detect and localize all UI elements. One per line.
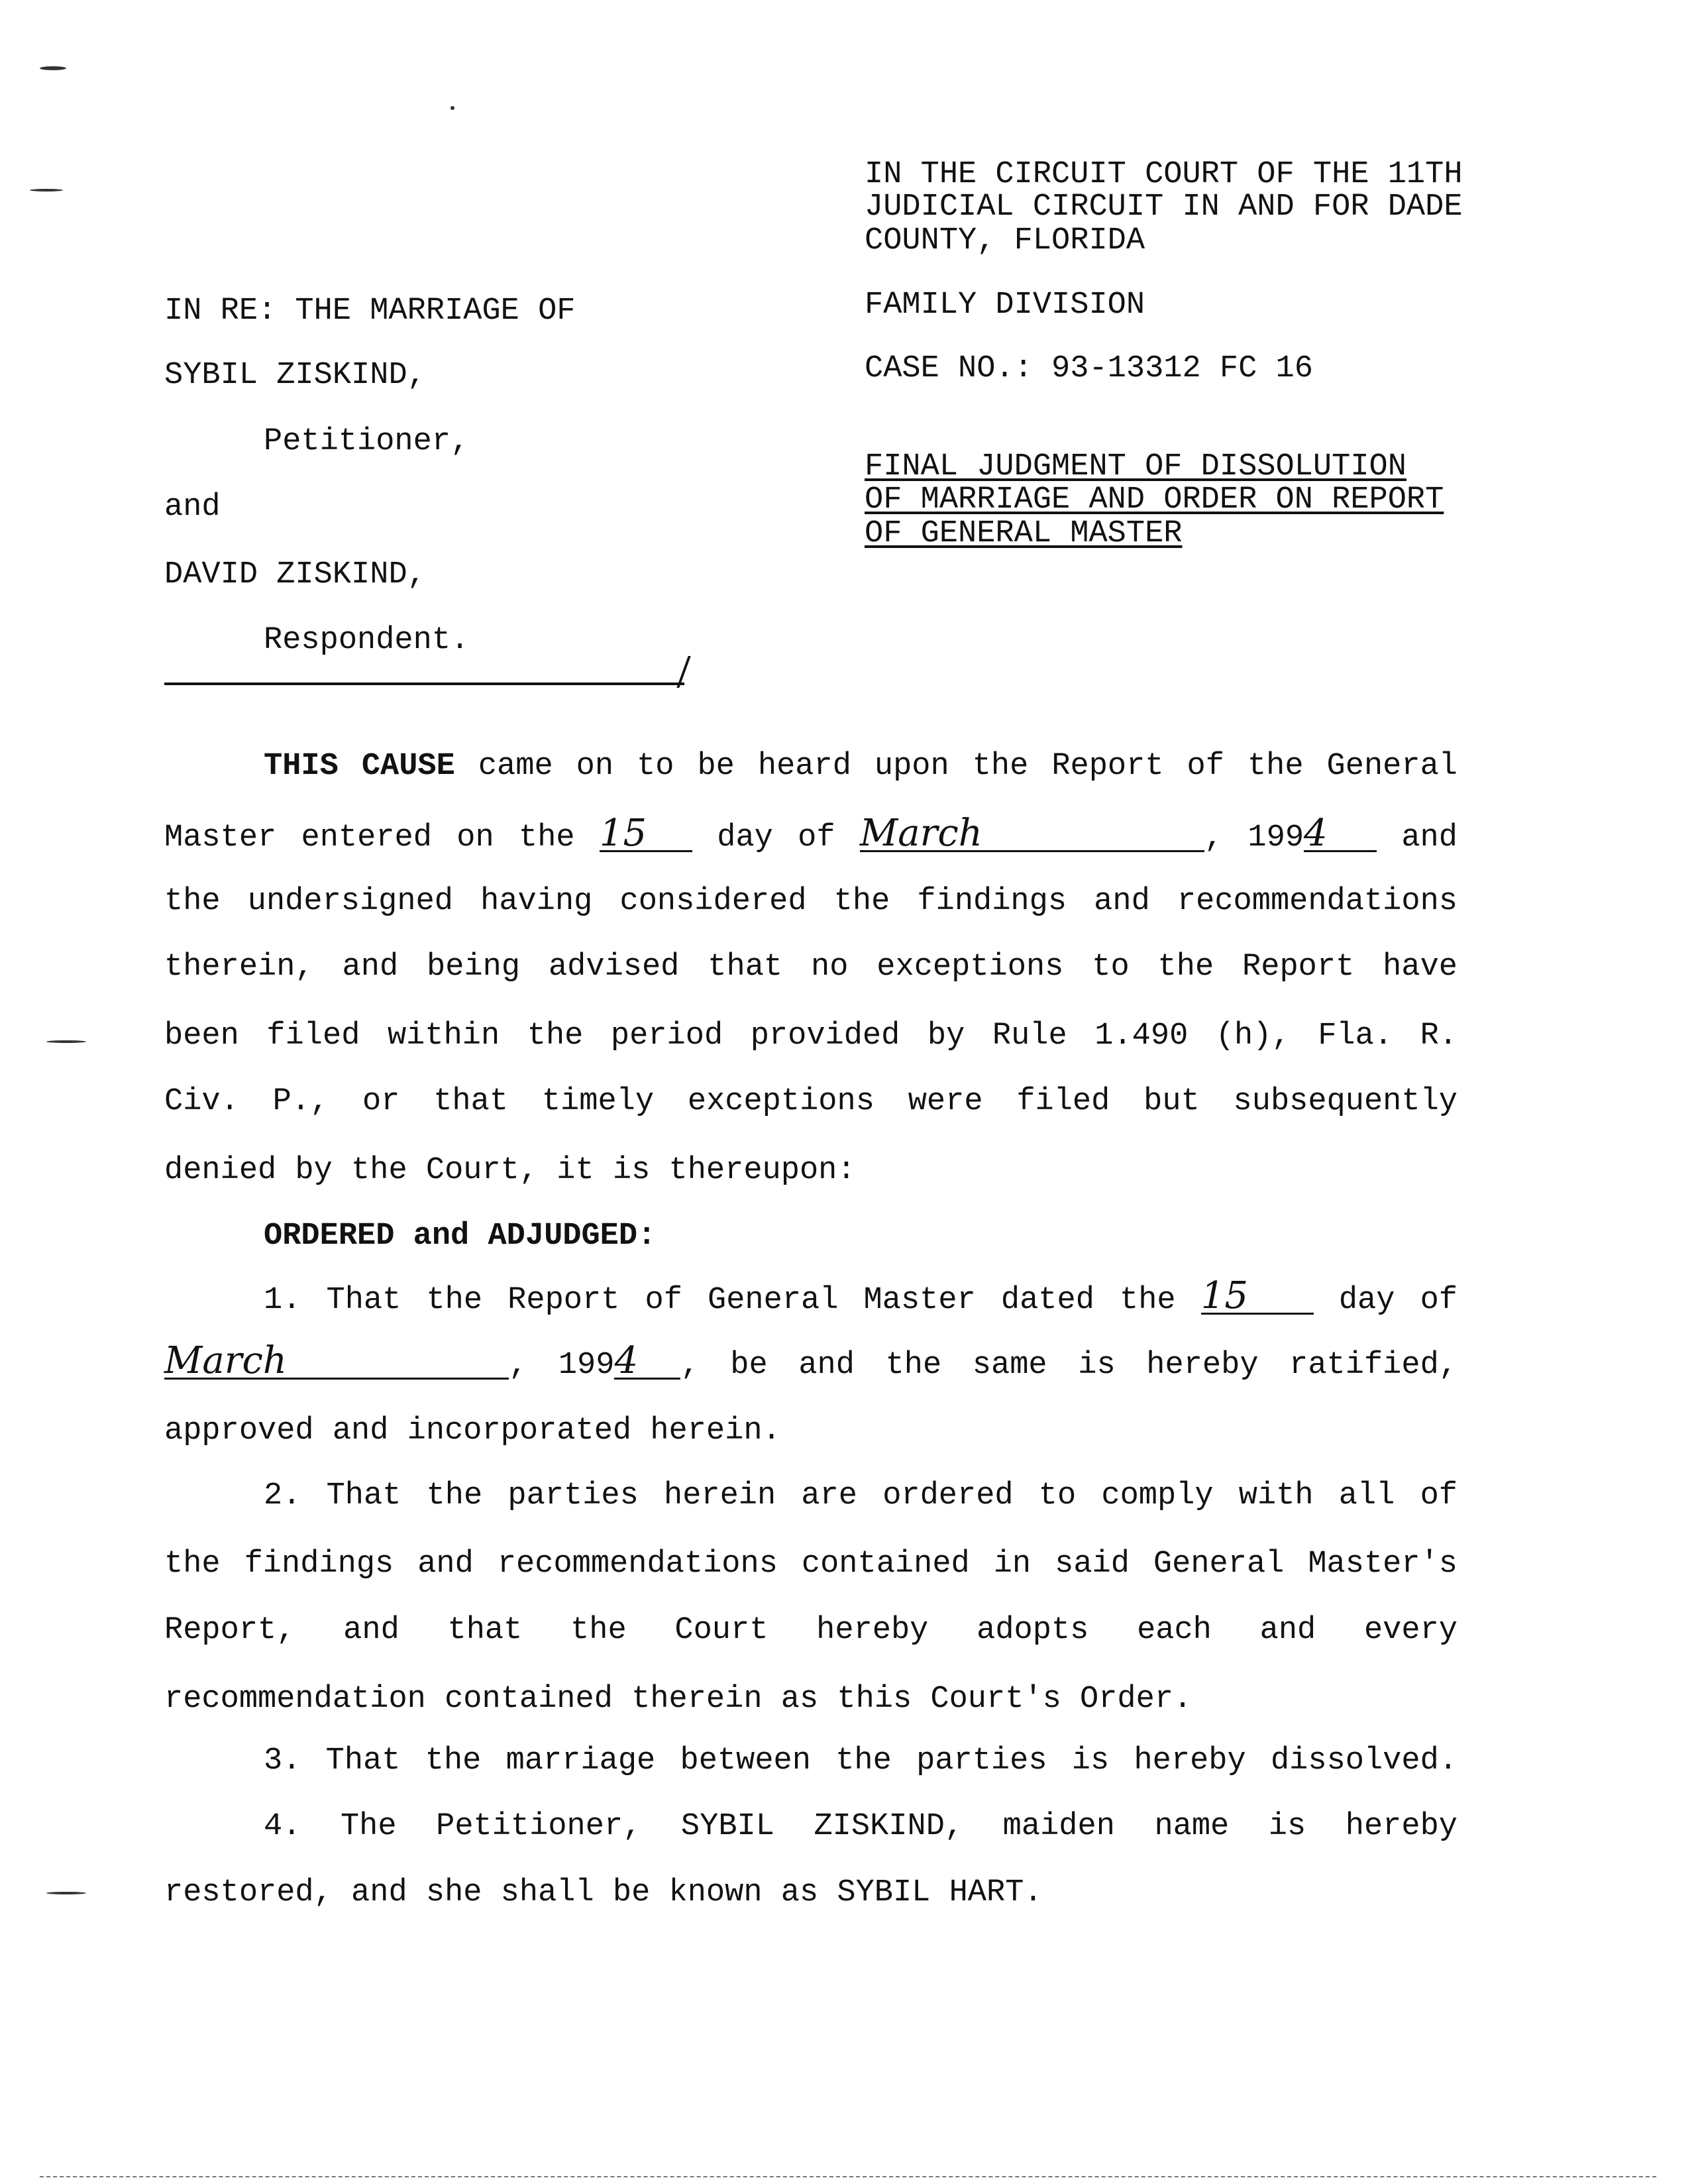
scan-speck — [46, 1892, 86, 1894]
body-line — [264, 748, 1458, 785]
division: FAMILY DIVISION — [865, 288, 1145, 323]
body-line: the findings and recommendations contained in said General Master's — [164, 1547, 1458, 1582]
body-line — [264, 1274, 1458, 1319]
scan-speck — [450, 106, 454, 110]
respondent-name: DAVID ZISKIND, — [164, 557, 426, 592]
respondent-label: Respondent. — [264, 623, 470, 658]
text: day of — [717, 820, 835, 855]
case-number: CASE NO.: 93-13312 FC 16 — [865, 351, 1313, 386]
body-line: recommendation contained therein as this Court's Order. — [164, 1682, 1192, 1717]
petitioner-name: SYBIL ZISKIND, — [164, 358, 426, 393]
court-header-line: JUDICIAL CIRCUIT IN AND FOR DADE — [865, 190, 1463, 225]
handwritten-day: 15 — [1201, 1280, 1314, 1315]
ordered-heading: ORDERED and ADJUDGED: — [264, 1219, 657, 1254]
body-line: the undersigned having considered the findings and recommendations — [164, 884, 1458, 919]
scan-speck — [46, 1040, 86, 1043]
handwritten-month: March — [860, 817, 1204, 852]
and-label: and — [164, 490, 221, 525]
document-title-line: OF MARRIAGE AND ORDER ON REPORT — [865, 482, 1444, 518]
text: Master entered on the — [164, 820, 575, 855]
court-header-line: COUNTY, FLORIDA — [865, 223, 1145, 258]
body-line: 4. The Petitioner, SYBIL ZISKIND, maiden name is hereby — [264, 1809, 1458, 1844]
this-cause: THIS CAUSE — [264, 749, 455, 784]
text: and — [1401, 820, 1458, 855]
petitioner-label: Petitioner, — [264, 424, 470, 459]
body-line: Report, and that the Court hereby adopts each and every — [164, 1613, 1458, 1648]
body-line: Civ. P., or that timely exceptions were filed but subsequently — [164, 1084, 1458, 1119]
text: came on to be heard upon the Report of the General — [478, 749, 1458, 784]
body-line: 2. That the parties herein are ordered to comply with all of — [264, 1478, 1458, 1513]
text: day of — [1338, 1283, 1458, 1318]
body-line: approved and incorporated herein. — [164, 1413, 781, 1448]
court-header-line: IN THE CIRCUIT COURT OF THE 11TH — [865, 157, 1463, 192]
scan-speck — [40, 66, 66, 70]
text: 1. That the Report of General Master dated the — [264, 1283, 1176, 1318]
text: , be and the same is hereby ratified, — [680, 1348, 1458, 1383]
body-line: denied by the Court, it is thereupon: — [164, 1153, 856, 1188]
scan-speck — [30, 189, 63, 191]
handwritten-year-digit: 4 — [614, 1344, 680, 1380]
handwritten-month: March — [164, 1344, 509, 1380]
scan-edge-line — [40, 2176, 1656, 2177]
body-line: been filed within the period provided by Rule 1.490 (h), Fla. R. — [164, 1018, 1458, 1054]
document-title-line: FINAL JUDGMENT OF DISSOLUTION — [865, 449, 1406, 484]
body-line: restored, and she shall be known as SYBIL HART. — [164, 1875, 1043, 1910]
handwritten-year-digit: 4 — [1304, 817, 1377, 852]
body-line: therein, and being advised that no exceptions to the Report have — [164, 950, 1458, 985]
body-line — [164, 812, 1458, 857]
handwritten-day: 15 — [600, 817, 692, 852]
document-title-line: OF GENERAL MASTER — [865, 516, 1183, 551]
body-line: 3. That the marriage between the parties is hereby dissolved. — [264, 1743, 1458, 1778]
text: , 199 — [509, 1348, 615, 1383]
caption-rule — [164, 682, 684, 685]
body-line — [164, 1339, 1458, 1384]
in-re: IN RE: THE MARRIAGE OF — [164, 294, 576, 329]
text: , 199 — [1204, 820, 1304, 855]
